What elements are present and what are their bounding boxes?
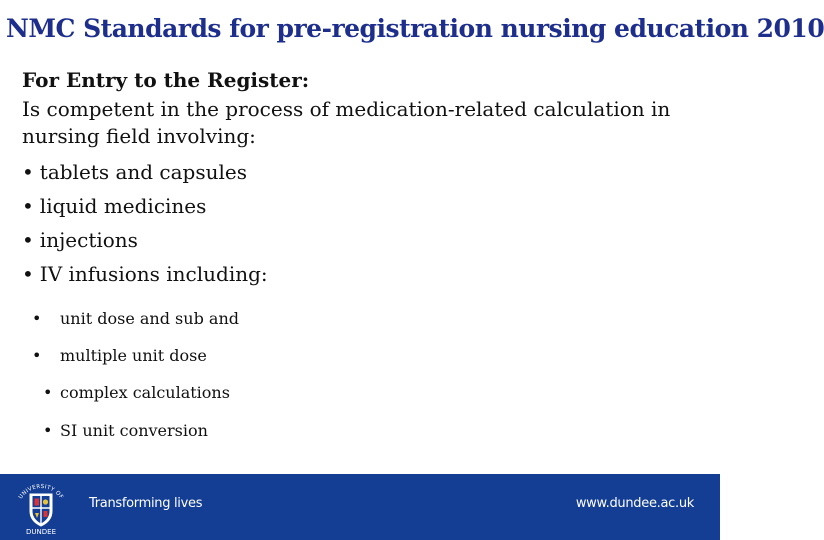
university-crest-logo — [10, 481, 72, 535]
bullet-icon: • — [22, 228, 34, 252]
footer-bar — [0, 474, 720, 540]
sub-list-item-label: unit dose and sub and — [60, 309, 239, 328]
list-item — [22, 195, 682, 218]
list-item — [22, 263, 682, 286]
bullet-icon: • — [43, 383, 53, 402]
sub-list-item — [32, 346, 207, 365]
bullet-icon: • — [43, 421, 53, 440]
slide-title: NMC Standards for pre-registration nursing education 2010 — [6, 14, 824, 43]
entry-heading: For Entry to the Register: — [22, 68, 310, 92]
bullet-list — [22, 161, 682, 286]
list-item-label: injections — [39, 228, 138, 252]
footer-url-link[interactable]: www.dundee.ac.uk — [575, 496, 694, 511]
sub-list-item — [43, 421, 208, 440]
sub-list-item-label: SI unit conversion — [60, 421, 208, 440]
list-item-label: IV infusions including: — [39, 262, 268, 286]
bullet-icon: • — [22, 262, 34, 286]
sub-list-item — [32, 309, 239, 328]
bullet-icon: • — [22, 194, 34, 218]
list-item-label: tablets and capsules — [39, 160, 247, 184]
slide-body — [22, 66, 682, 286]
list-item — [22, 161, 682, 184]
bullet-icon: • — [32, 346, 42, 365]
svg-text:DUNDEE: DUNDEE — [26, 528, 56, 535]
list-item — [22, 229, 682, 252]
footer-tagline: Transforming lives — [89, 496, 203, 511]
intro-text: Is competent in the process of medication-related calculation in nursing field involving: — [22, 97, 671, 148]
sub-list-item-label: complex calculations — [60, 383, 230, 402]
sub-list-item — [43, 383, 230, 402]
list-item-label: liquid medicines — [39, 194, 207, 218]
bullet-icon: • — [22, 160, 34, 184]
sub-list-item-label: multiple unit dose — [60, 346, 207, 365]
svg-text:UNIVERSITY OF: UNIVERSITY OF — [17, 483, 65, 501]
bullet-icon: • — [32, 309, 42, 328]
